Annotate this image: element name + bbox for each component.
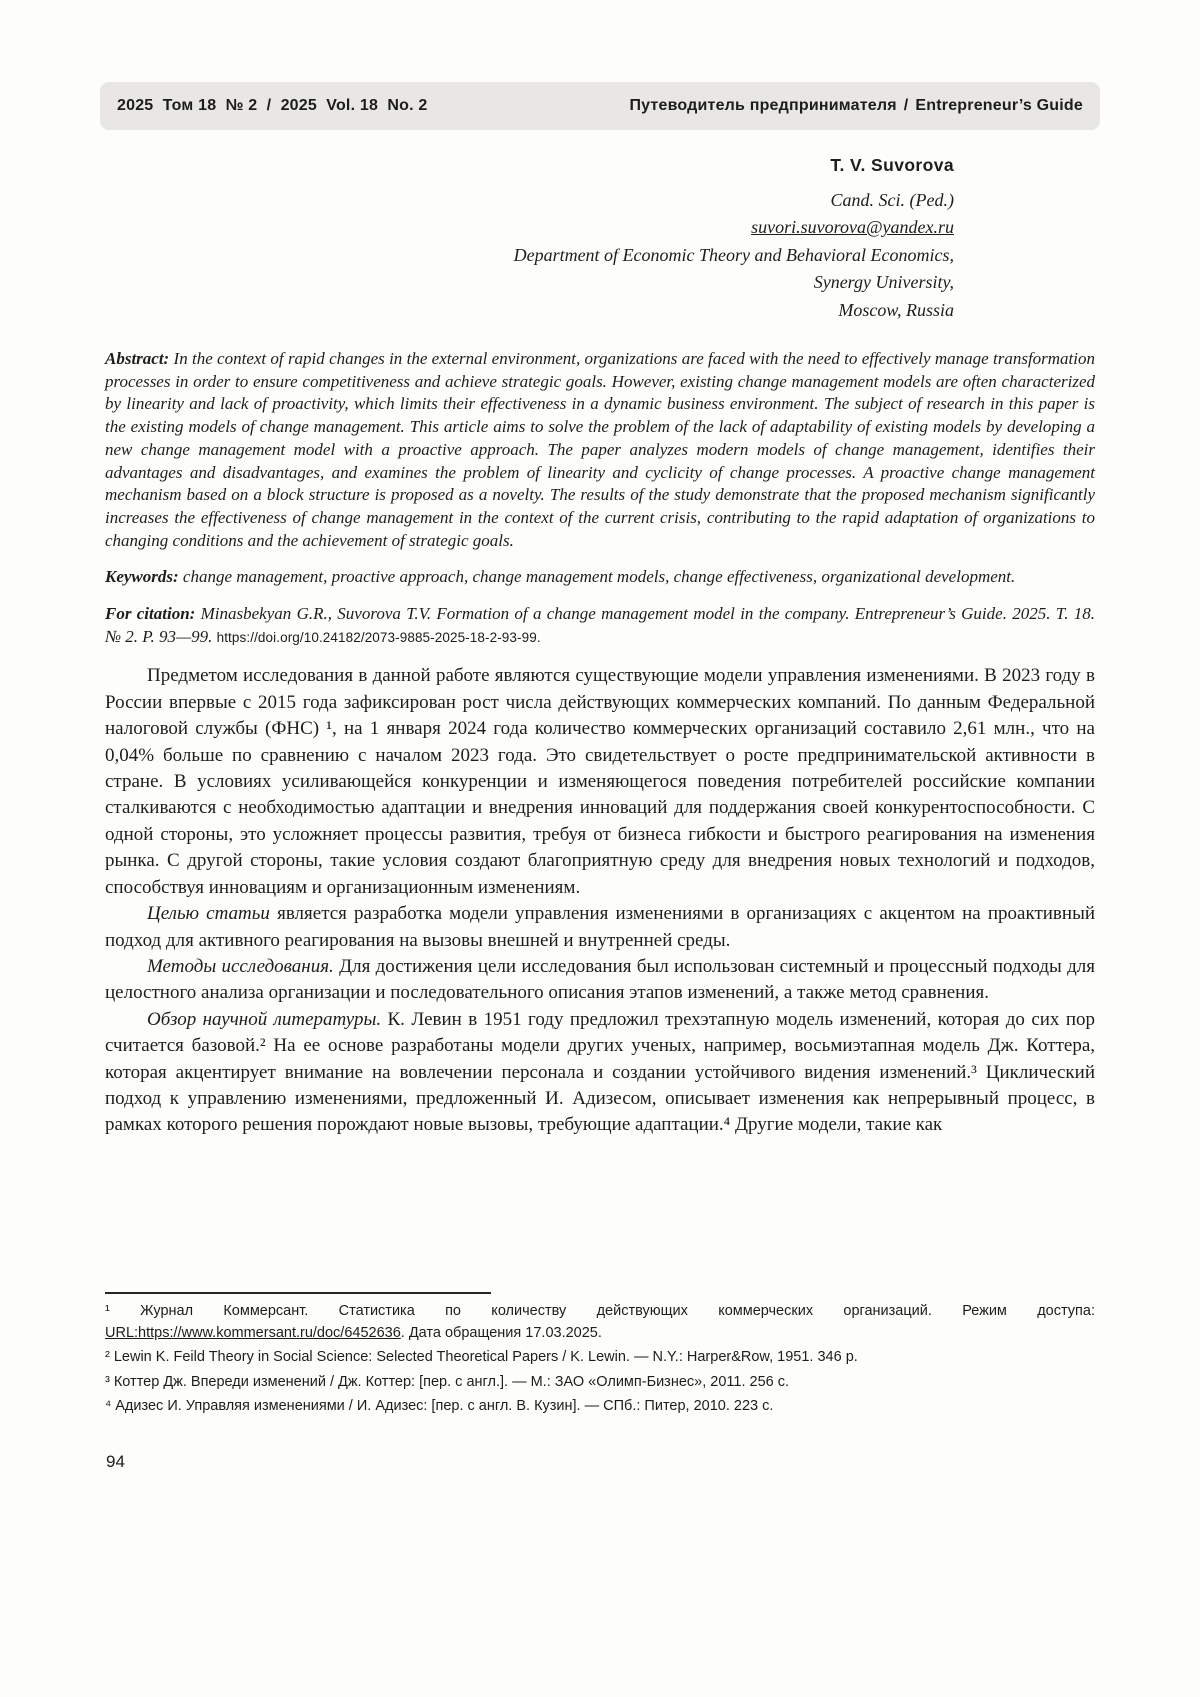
paragraph-goal-label: Целью статьи xyxy=(147,903,270,925)
abstract-label: Abstract: xyxy=(105,349,170,368)
kommersant-url-link[interactable]: URL:https://www.kommersant.ru/doc/6452636 xyxy=(105,1324,401,1341)
paragraph-subject: Предметом исследования в данной работе являются существующие модели управления изменениями. В 2023 году в России впервые с 2015 года зафиксирован рост числа действующих коммерческих компаний. По данным Федеральной налоговой службы (ФНС) ¹, на 1 января 2024 года количество коммерческих организаций составило 2,61 млн., что на 0,04% больше по сравнению с началом 2023 года. Это свидетельствует о росте предпринимательской активности в стране. В условиях усиливающейся конкуренции и изменяющегося поведения потребителей российские компании сталкиваются с необходимостью адаптации и внедрения инноваций для поддержания своей конкурентоспособности. С одной стороны, это усложняет процессы развития, требуя от бизнеса гибкости и быстрого реагирования на изменения рынка. С другой стороны, такие условия создают благоприятную среду для внедрения новых технологий и подходов, способствуя инновациям и организационным изменениям. xyxy=(105,665,1095,898)
article-body xyxy=(105,663,1095,1138)
author-affiliation-university: Synergy University, xyxy=(813,272,954,292)
paragraph-methods xyxy=(105,954,1095,1007)
footnotes xyxy=(105,1301,1095,1421)
abstract-text: In the context of rapid changes in the external environment, organizations are faced with the need to effectively manage transformation processes in order to ensure competitiveness and achieve strategic goals. However, existing change management models are often characterized by linearity and lack of proactivity, which limits their effectiveness in a dynamic business environment. The subject of research in this paper is the existing models of change management. This article aims to solve the problem of the lack of adaptability of existing models by developing a new change management model with a proactive approach. The paper analyzes modern models of change management, identifies their advantages and disadvantages, and examines the problem of linearity and cyclicity of change processes. A proactive change management mechanism based on a block structure is proposed as a novelty. The results of the study demonstrate that the proposed mechanism significantly increases the effectiveness of change management in the context of the current crisis, contributing to the rapid adaptation of organizations to changing conditions and the achievement of strategic goals. xyxy=(105,349,1096,550)
paragraph-literature-label: Обзор научной литературы. xyxy=(147,1008,382,1030)
footnote-3: ³ Коттер Дж. Впереди изменений / Дж. Коттер: [пер. с англ.]. — М.: ЗАО «Олимп-Бизнес», 2011. 256 с. xyxy=(105,1373,790,1390)
author-affiliation-department: Department of Economic Theory and Behavioral Economics, xyxy=(513,244,954,265)
paragraph-literature-review xyxy=(105,1007,1095,1139)
issue-info: 2025 Том 18 № 2 / 2025 Vol. 18 No. 2 xyxy=(117,97,428,114)
footnote-divider xyxy=(105,1292,491,1294)
footnote-1-suffix: . Дата обращения 17.03.2025. xyxy=(400,1324,602,1341)
journal-title-en: Entrepreneur’s Guide xyxy=(915,97,1083,114)
slash-separator-icon: / xyxy=(903,97,909,114)
citation-text: Minasbekyan G.R., Suvorova T.V. Formation of a change management model in the company. Entrepreneur’s Guide. 2025. Т. 18. № 2. P. 93—99. xyxy=(105,604,1096,646)
abstract xyxy=(105,348,1095,552)
author-block xyxy=(105,152,1095,324)
keywords-label: Keywords: xyxy=(105,567,179,587)
paragraph-methods-text: Для достижения цели исследования был использован системный и процессный подходы для целостного анализа организации и последовательного описания этапов изменений, а также метод сравнения. xyxy=(105,955,1095,1004)
footnote-1-text: ¹ Журнал Коммерсант. Статистика по количеству действующих коммерческих организаций. Режим доступа: xyxy=(105,1303,1095,1319)
footnote-4: ⁴ Адизес И. Управляя изменениями / И. Адизес: [пер. с англ. В. Кузин]. — СПб.: Питер, 2010. 223 с. xyxy=(105,1398,774,1414)
doi-link[interactable]: https://doi.org/10.24182/2073-9885-2025-18-2-93-99. xyxy=(216,629,541,645)
footnote-1 xyxy=(105,1301,1095,1344)
footnote-2: ² Lewin K. Feild Theory in Social Science: Selected Theoretical Papers / K. Lewin. — N.Y.: Harper&Row, 1951. 346 p. xyxy=(105,1349,858,1365)
page-number: 94 xyxy=(106,1452,125,1471)
journal-title xyxy=(629,97,1083,115)
for-citation xyxy=(105,603,1095,649)
author-affiliation-city: Moscow, Russia xyxy=(838,299,954,320)
article-meta xyxy=(105,348,1095,649)
page-content xyxy=(105,152,1095,1139)
paragraph-goal-text: является разработка модели управления изменениями в организациях с акцентом на проактивный подход для активного реагирования на вызовы внешней и внутренней среды. xyxy=(105,903,1095,951)
journal-title-ru: Путеводитель предпринимателя xyxy=(629,97,897,114)
author-degree: Cand. Sci. (Ped.) xyxy=(830,189,954,210)
citation-label: For citation: xyxy=(105,604,196,624)
paragraph-methods-label: Методы исследования. xyxy=(147,955,334,977)
keywords-text: change management, proactive approach, change management models, change effectiveness, organizational development. xyxy=(182,567,1016,587)
paragraph-literature-text: К. Левин в 1951 году предложил трехэтапную модель изменений, которая до сих пор считается базовой.² На ее основе разработаны модели других ученых, например, восьмиэтапная модель Дж. Коттера, которая акцентирует внимание на вовлечении персонала и создании устойчивого видения изменений.³ Циклический подход к управлению изменениями, предложенный И. Адизесом, описывает изменения как непрерывный процесс, в рамках которого решения порождают новые вызовы, требующие адаптации.⁴ Другие модели, такие как xyxy=(105,1008,1095,1136)
paragraph-goal xyxy=(105,901,1095,954)
keywords xyxy=(105,566,1095,589)
author-email-link[interactable]: suvori.suvorova@yandex.ru xyxy=(751,217,954,237)
author-name: T. V. Suvorova xyxy=(830,155,954,175)
journal-header-bar xyxy=(100,82,1100,130)
